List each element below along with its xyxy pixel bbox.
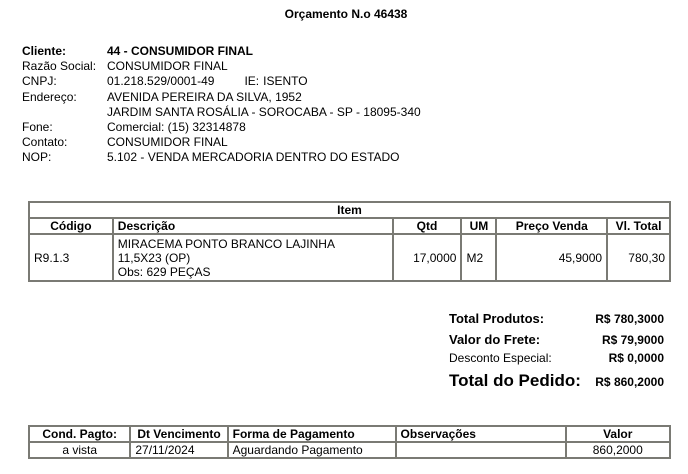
valor-frete-value: R$ 79,9000 — [601, 333, 664, 347]
contato-label: Contato: — [22, 135, 68, 150]
cell-cond-pagto: a vista — [29, 442, 130, 458]
header-observacoes: Observações — [396, 426, 566, 442]
header-qtd: Qtd — [393, 218, 462, 234]
header-valor: Valor — [566, 426, 670, 442]
razao-social-label: Razão Social: — [22, 59, 97, 74]
cell-descricao — [113, 234, 393, 281]
client-label: Cliente: — [22, 44, 67, 58]
table-row — [29, 234, 670, 281]
descricao-obs: Obs: 629 PEÇAS — [117, 264, 211, 279]
cell-vl-total: 780,30 — [607, 234, 670, 281]
header-forma-pagamento: Forma de Pagamento — [228, 426, 396, 442]
cell-codigo: R9.1.3 — [29, 234, 113, 281]
descricao-line2: 11,5X23 (OP) — [117, 250, 191, 265]
endereco-row — [22, 90, 421, 105]
total-produtos-label: Total Produtos: — [449, 311, 545, 326]
fone-row — [22, 120, 421, 135]
descricao-line1: MIRACEMA PONTO BRANCO LAJINHA — [117, 236, 335, 251]
fone-label: Fone: — [22, 120, 53, 135]
total-pedido-label: Total do Pedido: — [449, 371, 581, 390]
items-table — [28, 201, 671, 282]
nop-label: NOP: — [22, 150, 52, 165]
cell-observacoes — [396, 442, 566, 458]
total-pedido-value: R$ 860,2000 — [595, 375, 664, 389]
cell-dt-vencimento: 27/11/2024 — [130, 442, 227, 458]
valor-frete-label: Valor do Frete: — [449, 332, 541, 347]
cnpj-row — [22, 74, 421, 89]
endereco-line1: AVENIDA PEREIRA DA SILVA, 1952 — [107, 89, 302, 104]
items-caption-row — [29, 202, 670, 218]
header-codigo: Código — [29, 218, 113, 234]
total-pedido-row — [449, 371, 664, 391]
desconto-label: Desconto Especial: — [449, 351, 552, 365]
client-value: 44 - CONSUMIDOR FINAL — [107, 44, 254, 58]
razao-social-value: CONSUMIDOR FINAL — [107, 59, 228, 74]
header-um: UM — [461, 218, 496, 234]
table-row — [29, 442, 670, 458]
payment-table — [28, 425, 671, 459]
client-info-section — [22, 44, 421, 166]
header-dt-vencimento: Dt Vencimento — [130, 426, 227, 442]
client-row — [22, 44, 421, 59]
nop-row — [22, 150, 421, 165]
cnpj-value: 01.218.529/0001-49 — [107, 74, 215, 89]
cell-qtd: 17,0000 — [393, 234, 462, 281]
razao-social-row — [22, 59, 421, 74]
desconto-value: R$ 0,0000 — [608, 351, 664, 365]
ie-label: IE: — [244, 74, 260, 89]
valor-frete-row — [449, 332, 664, 351]
cell-preco-venda: 45,9000 — [496, 234, 607, 281]
cnpj-label: CNPJ: — [22, 74, 57, 89]
header-preco-venda: Preço Venda — [496, 218, 607, 234]
contato-value: CONSUMIDOR FINAL — [107, 135, 228, 150]
header-vl-total: Vl. Total — [607, 218, 670, 234]
cell-um: M2 — [461, 234, 496, 281]
items-header-row — [29, 218, 670, 234]
header-descricao: Descrição — [113, 218, 393, 234]
endereco-label: Endereço: — [22, 89, 77, 104]
endereco-line2: JARDIM SANTA ROSÁLIA - SOROCABA - SP - 18095-340 — [107, 104, 421, 119]
page-title: Orçamento N.o 46438 — [284, 7, 408, 21]
total-produtos-row — [449, 311, 664, 332]
items-caption: Item — [29, 202, 670, 218]
ie-value: ISENTO — [263, 74, 308, 89]
desconto-row — [449, 351, 664, 371]
cell-forma-pagamento: Aguardando Pagamento — [228, 442, 396, 458]
header-cond-pagto: Cond. Pagto: — [29, 426, 130, 442]
payment-header-row — [29, 426, 670, 442]
cell-valor: 860,2000 — [566, 442, 670, 458]
endereco-row-2 — [22, 105, 421, 120]
total-produtos-value: R$ 780,3000 — [595, 312, 664, 326]
nop-value: 5.102 - VENDA MERCADORIA DENTRO DO ESTADO — [107, 150, 400, 165]
totals-section — [449, 311, 664, 391]
fone-value: Comercial: (15) 32314878 — [107, 120, 246, 135]
contato-row — [22, 135, 421, 150]
